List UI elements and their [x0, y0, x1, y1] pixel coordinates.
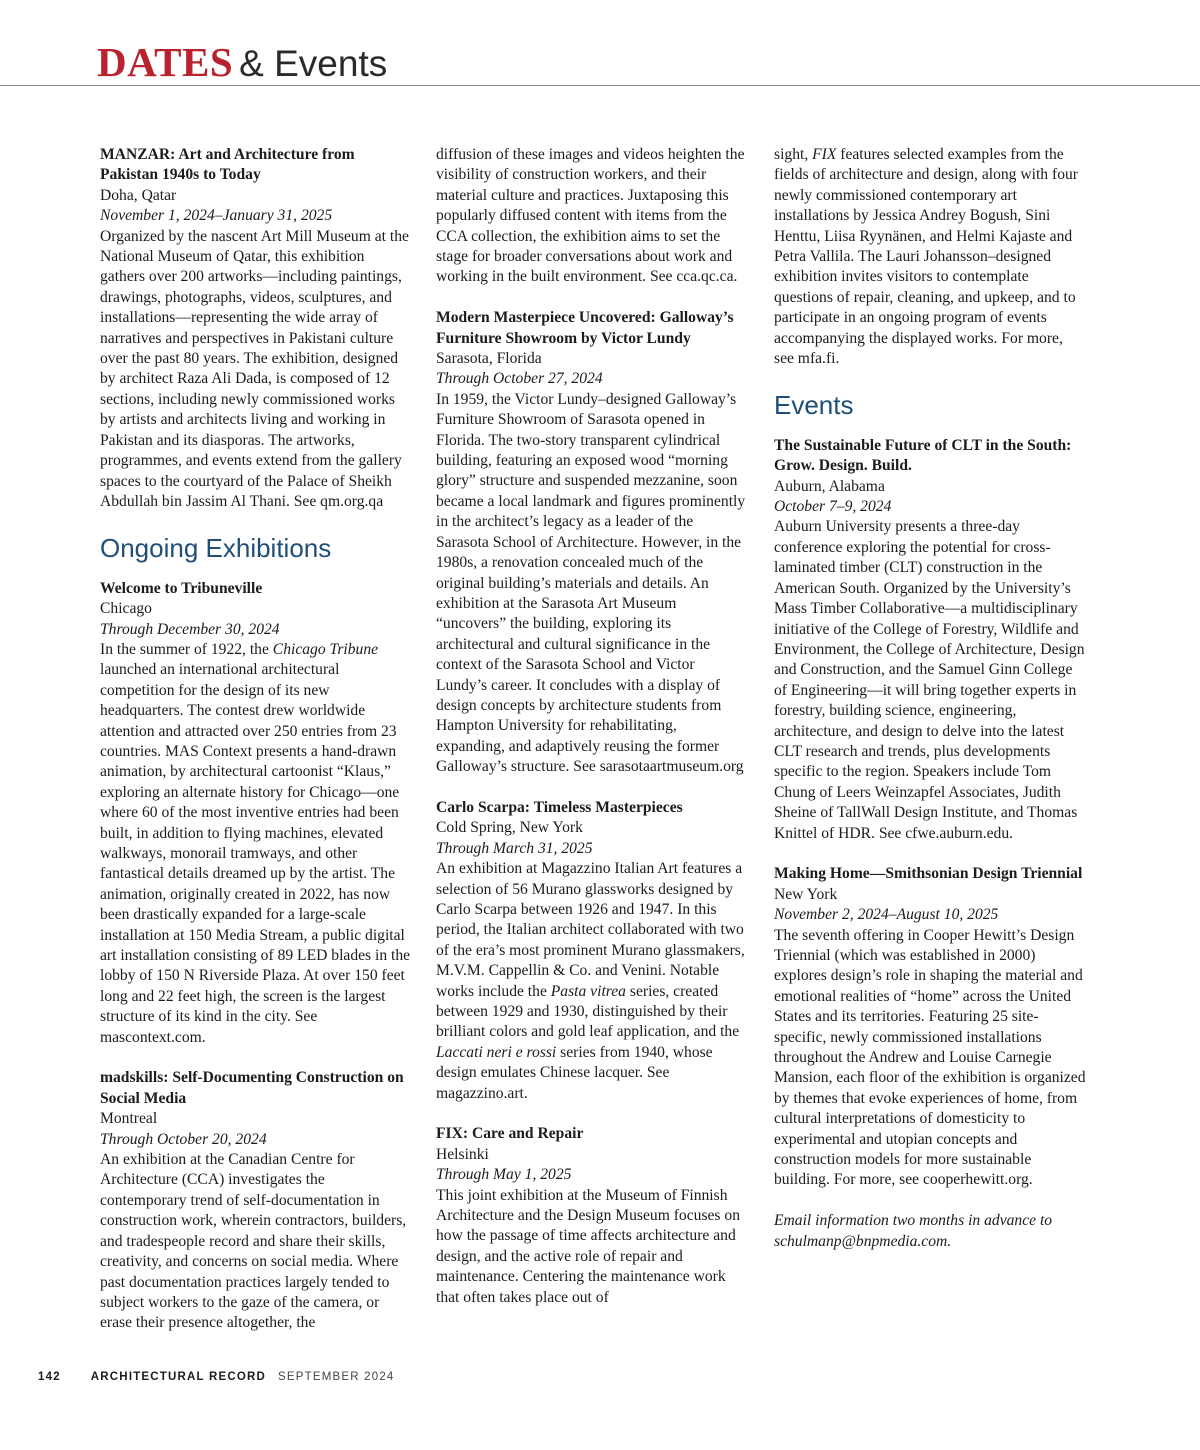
entry-body: Organized by the nascent Art Mill Museum at the National Museum of Qatar, this exhibition gathers over 200 artworks—including paintings, drawings, photographs, videos, sculptures, and installations—representing the wide array of narratives and perspectives in Pakistani culture over the past 80 years. The exhibition, designed by architect Raza Ali Dada, is composed of 12 sections, including newly commissioned works by artists and architects living and working in Pakistan and its diasporas. The artworks, programmes, and events extend from the gallery spaces to the courtyard of the Palace of Sheikh Abdullah bin Jassim Al Thani. See qm.org.qa	[100, 227, 409, 510]
body-text: features selected examples from the fields of architecture and design, along with four newly commissioned contemporary art installations by Jessica Andrey Bogush, Sini Henttu, Liisa Ryynänen, and Helmi Kajaste and Petra Vallila. The Lauri Johansson–designed exhibition invites visitors to contemplate questions of repair, cleaning, and upkeep, and to participate in an ongoing program of events accompanying the displayed works. For more, see mfa.fi.	[774, 146, 1078, 368]
header-dates: DATES	[97, 39, 234, 85]
entry-tribuneville	[100, 579, 412, 1048]
entry-date: Through March 31, 2025	[436, 839, 593, 857]
body-text: In the summer of 1922, the	[100, 640, 273, 658]
body-text: series from 1940, whose design emulates Chinese lacquer. See magazzino.art.	[436, 1043, 713, 1102]
entry-location: Doha, Qatar	[100, 186, 177, 204]
entry-location: Montreal	[100, 1110, 158, 1128]
page-footer	[38, 1371, 395, 1383]
entry-location: Sarasota, Florida	[436, 350, 542, 368]
entry-body: diffusion of these images and videos heighten the visibility of construction workers, and their material culture and practices. Juxtaposing this popularly diffused content with items from the CCA collection, the exhibition aims to set the stage for broader conversations about work and working in the built environment. See cca.qc.ca.	[436, 146, 745, 286]
entry-date: Through October 27, 2024	[436, 370, 603, 388]
entry-title: Welcome to Tribuneville	[100, 579, 263, 597]
column-2	[436, 145, 748, 1329]
body-italic: FIX	[812, 146, 837, 163]
entry-date: November 1, 2024–January 31, 2025	[100, 207, 333, 225]
entry-making-home	[774, 864, 1086, 1191]
column-3	[774, 145, 1086, 1252]
issue-date: SEPTEMBER 2024	[278, 1371, 395, 1383]
entry-body: An exhibition at the Canadian Centre for Architecture (CCA) investigates the contemporary trend of self-documentation in construction work, wherein contractors, builders, and tradespeople record and share their skills, creativity, and concerns on social media. Where past documentation practices largely tended to subject workers to the gaze of the camera, or erase their presence altogether, the	[100, 1151, 407, 1332]
body-text: sight,	[774, 146, 813, 163]
body-text: series, created between 1929 and 1930, distinguished by their brilliant colors and gold leaf application, and the	[436, 982, 740, 1041]
entry-body	[774, 145, 1086, 369]
ongoing-exhibitions-heading: Ongoing Exhibitions	[100, 532, 332, 563]
entry-galloway	[436, 308, 748, 777]
entry-title: The Sustainable Future of CLT in the South: Grow. Design. Build.	[774, 436, 1072, 475]
entry-body: The seventh offering in Cooper Hewitt’s Design Triennial (which was established in 2000) explores design’s role in shaping the material and emotional realities of “home” across the United States and its territories. Featuring 25 site-specific, newly commissioned installations throughout the Andrew and Louise Carnegie Mansion, each floor of the exhibition is organized by themes that evoke experiences of home, from cultural interpretations of domesticity to experimental and utopian concepts and construction models for more sustainable building. For more, see cooperhewitt.org.	[774, 926, 1086, 1189]
entry-body: In 1959, the Victor Lundy–designed Galloway’s Furniture Showroom of Sarasota opened in Florida. The two-story transparent cylindrical building, featuring an exposed wood “morning glory” structure and suspended mezzanine, soon became a local landmark and figures prominently in the architect’s legacy as a leader of the Sarasota School of Architecture. However, in the 1980s, a renovation concealed much of the original building’s materials and details. An exhibition at the Sarasota Art Museum “uncovers” the building, exploring its architectural and cultural significance in the context of the Sarasota School and Victor Lundy’s career. It concludes with a display of design concepts by architecture students from Hampton University for rehabilitating, expanding, and adaptively reusing the former Galloway’s structure. See sarasotaartmuseum.org	[436, 390, 746, 776]
entry-location: Cold Spring, New York	[436, 819, 583, 837]
entry-body: This joint exhibition at the Museum of Finnish Architecture and the Design Museum focuses on how the passage of time affects architecture and design, and the active role of repair and maintenance. Centering the maintenance work that often takes place out of	[436, 1186, 740, 1306]
body-italic: Chicago Tribune	[272, 640, 379, 658]
body-text: An exhibition at Magazzino Italian Art features a selection of 56 Murano glassworks designed by Carlo Scarpa between 1926 and 1947. In this period, the Italian architect collaborated with two of the era’s most prominent Murano glassmakers, M.V.M. Cappellin & Co. and Venini. Notable works include the	[436, 860, 745, 1000]
magazine-name: ARCHITECTURAL RECORD	[90, 1371, 266, 1383]
entry-location: Chicago	[100, 600, 152, 618]
entry-body: Auburn University presents a three-day conference exploring the potential for cross-laminated timber (CLT) construction in the American South. Organized by the University’s Mass Timber Collaborative—a multidisciplinary initiative of the College of Forestry, Wildlife and Environment, the College of Architecture, Design and Construction, and the Samuel Ginn College of Engineering—it will bring together experts in forestry, building science, engineering, architecture, and design to delve into the latest CLT research and trends, plus developments specific to the region. Speakers include Tom Chung of Leers Weinzapfel Associates, Judith Sheine of TallWall Design Institute, and Thomas Knittel of HDR. See cfwe.auburn.edu.	[774, 518, 1085, 842]
entry-location: Auburn, Alabama	[774, 477, 885, 495]
page-number: 142	[38, 1371, 61, 1383]
section-header	[97, 38, 387, 86]
events-heading: Events	[774, 389, 854, 420]
entry-title: Making Home—Smithsonian Design Triennial	[774, 865, 1083, 883]
header-divider	[0, 85, 1200, 86]
entry-title: Carlo Scarpa: Timeless Masterpieces	[436, 798, 683, 816]
entry-scarpa	[436, 798, 748, 1104]
entry-madskills	[100, 1068, 412, 1333]
entry-fix	[436, 1124, 748, 1308]
entry-date: November 2, 2024–August 10, 2025	[774, 906, 999, 924]
entry-date: Through October 20, 2024	[100, 1130, 267, 1148]
entry-title: madskills: Self-Documenting Construction on Social Media	[100, 1069, 404, 1107]
entry-body	[100, 640, 412, 1048]
entry-date: October 7–9, 2024	[774, 498, 892, 516]
entry-clt	[774, 436, 1086, 844]
header-events: & Events	[239, 43, 388, 84]
entry-manzar	[100, 145, 412, 512]
email-note: Email information two months in advance to schulmanp@bnpmedia.com.	[774, 1212, 1053, 1250]
body-italic: Pasta vitrea	[550, 982, 626, 1000]
entry-date: Through December 30, 2024	[100, 620, 280, 638]
entry-fix-continued	[774, 145, 1086, 369]
entry-body	[436, 859, 748, 1104]
entry-title: MANZAR: Art and Architecture from Pakistan 1940s to Today	[100, 146, 355, 184]
entry-date: Through May 1, 2025	[436, 1166, 572, 1184]
entry-location: New York	[774, 885, 838, 903]
column-1	[100, 145, 412, 1354]
entry-location: Helsinki	[436, 1145, 489, 1163]
entry-madskills-continued	[436, 145, 748, 288]
body-italic: Laccati neri e rossi	[436, 1043, 557, 1061]
entry-title: Modern Masterpiece Uncovered: Galloway’s Furniture Showroom by Victor Lundy	[436, 309, 734, 347]
body-text: launched an international architectural competition for the design of its new headquarters. The contest drew worldwide attention and attracted over 250 entries from 23 countries. MAS Context presents a hand-drawn animation, by architectural cartoonist “Klaus,” exploring an alternate history for Chicago—one where 60 of the most inventive entries had been built, in addition to flying machines, elevated walkways, monorail tramways, and other fantastical details dreamed up by the artist. The animation, originally created in 2022, has now been drastically expanded for a large-scale installation at 150 Media Stream, a public digital art installation consisting of 89 LED blades in the lobby of 150 N Riverside Plaza. At over 150 feet long and 22 feet high, the screen is the largest structure of its kind in the city. See mascontext.com.	[100, 661, 411, 1046]
entry-title: FIX: Care and Repair	[436, 1125, 584, 1143]
